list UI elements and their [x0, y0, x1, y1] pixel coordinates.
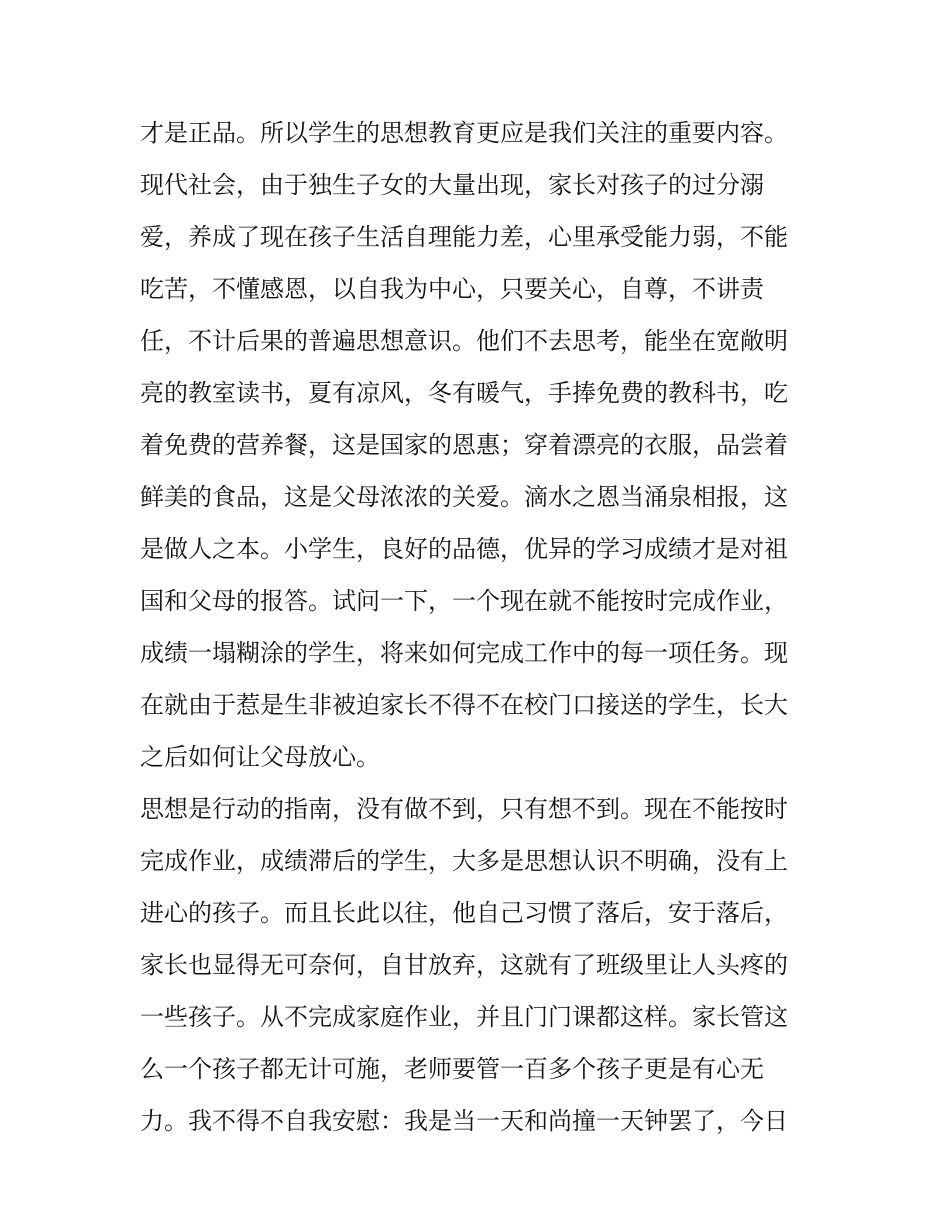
text-line: 吃苦，不懂感恩，以自我为中心，只要关心，自尊，不讲责: [140, 275, 764, 303]
text-line: 是做人之本。小学生，良好的品德，优异的学习成绩才是对祖: [140, 535, 788, 563]
text-line: 任，不计后果的普遍思想意识。他们不去思考，能坐在宽敞明: [140, 327, 788, 355]
text-line: 成绩一塌糊涂的学生，将来如何完成工作中的每一项任务。现: [140, 639, 788, 667]
text-line: 思想是行动的指南，没有做不到，只有想不到。现在不能按时: [140, 795, 788, 823]
text-line: 进心的孩子。而且长此以往，他自己习惯了落后，安于落后，: [140, 899, 788, 927]
text-line: 着免费的营养餐，这是国家的恩惠；穿着漂亮的衣服，品尝着: [140, 431, 788, 459]
text-line: 亮的教室读书，夏有凉风，冬有暖气，手捧免费的教科书，吃: [140, 379, 788, 407]
text-line: 鲜美的食品，这是父母浓浓的关爱。滴水之恩当涌泉相报，这: [140, 483, 788, 511]
text-line: 国和父母的报答。试问一下，一个现在就不能按时完成作业，: [140, 587, 788, 615]
text-line: 才是正品。所以学生的思想教育更应是我们关注的重要内容。: [140, 119, 788, 147]
text-line: 现代社会，由于独生子女的大量出现，家长对孩子的过分溺: [140, 171, 764, 199]
document-body-text: [140, 107, 830, 1147]
text-line: 完成作业，成绩滞后的学生，大多是思想认识不明确，没有上: [140, 847, 788, 875]
text-line: 力。我不得不自我安慰：我是当一天和尚撞一天钟罢了，今日: [140, 1107, 788, 1135]
text-line: 在就由于惹是生非被迫家长不得不在校门口接送的学生，长大: [140, 691, 788, 719]
text-line: 一些孩子。从不完成家庭作业，并且门门课都这样。家长管这: [140, 1003, 788, 1031]
text-line: 家长也显得无可奈何，自甘放弃，这就有了班级里让人头疼的: [140, 951, 788, 979]
text-line: 之后如何让父母放心。: [140, 743, 380, 771]
text-line: 么一个孩子都无计可施，老师要管一百多个孩子更是有心无: [140, 1055, 764, 1083]
text-line: 爱，养成了现在孩子生活自理能力差，心里承受能力弱，不能: [140, 223, 788, 251]
